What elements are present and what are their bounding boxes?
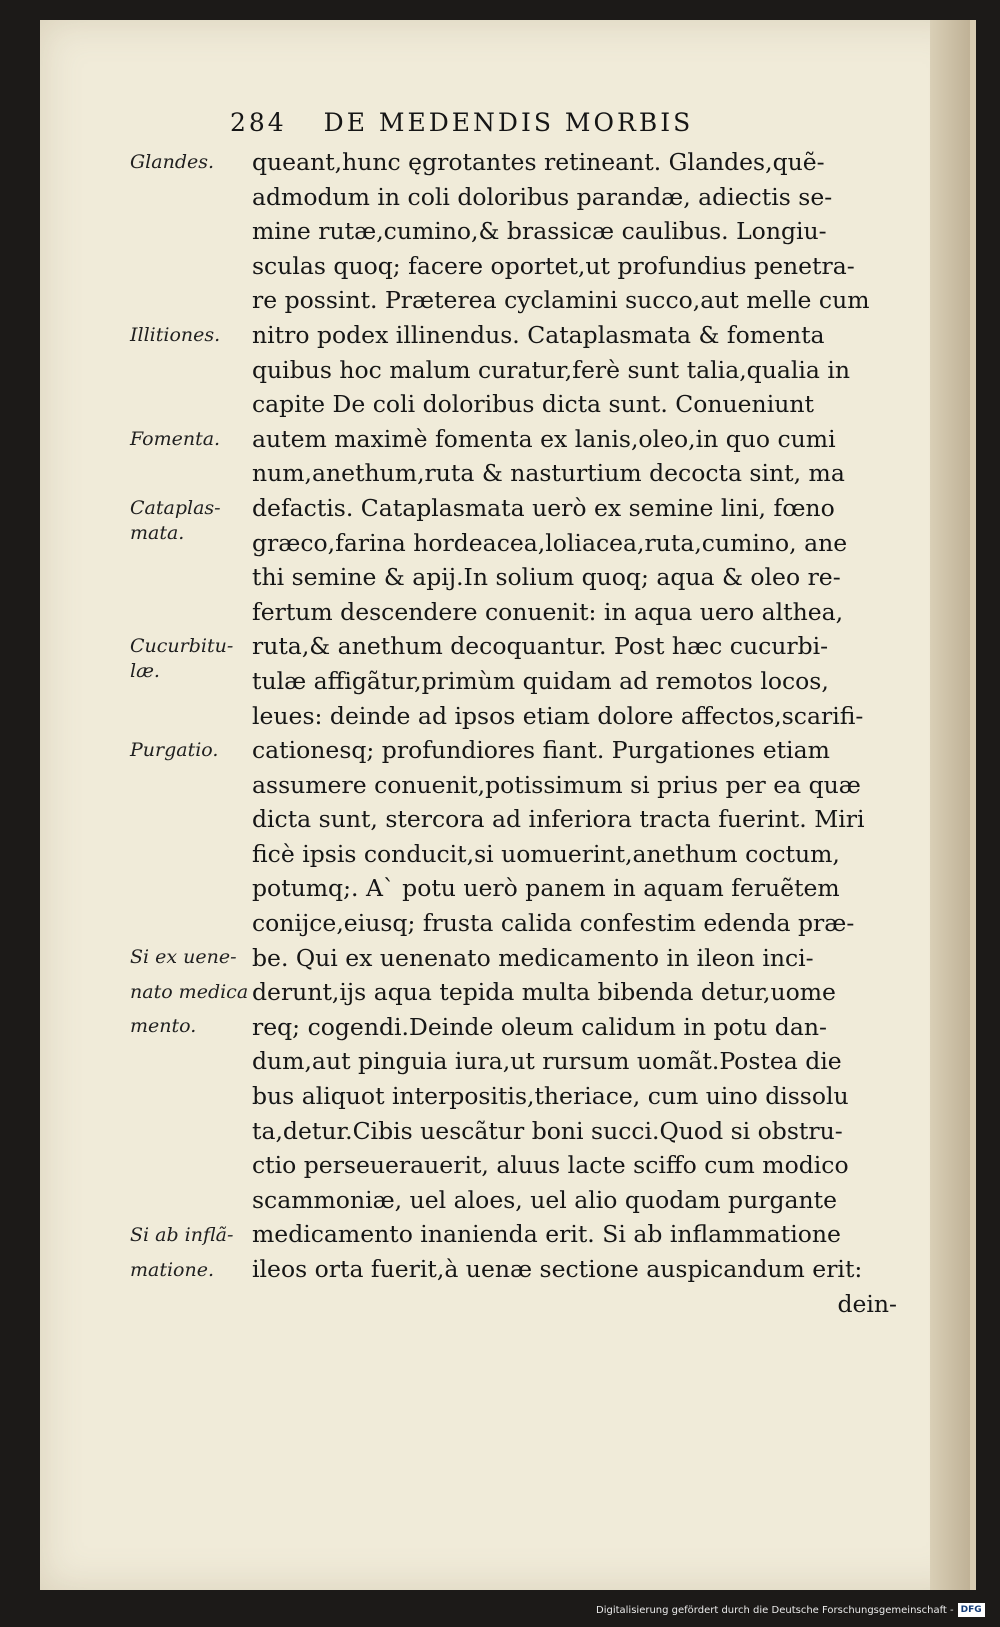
text-line: leues: deinde ad ipsos etiam dolore affectos,scarifi- xyxy=(252,701,864,730)
text-line: derunt,ijs aqua tepida multa bibenda detur,uome xyxy=(252,978,836,1007)
body-text xyxy=(252,145,897,1321)
credit-text: Digitalisierung gefördert durch die Deutsche Forschungsgemeinschaft - xyxy=(596,1605,954,1616)
text-line: cationesq; profundiores fiant. Purgationes etiam xyxy=(252,736,830,765)
dfg-logo: DFG xyxy=(958,1603,985,1617)
text-line: mine rutæ,cumino,& brassicæ caulibus. Longiu- xyxy=(252,217,827,246)
margin-note-line: mento. xyxy=(130,1015,197,1038)
margin-note-line: Illitiones. xyxy=(130,324,221,346)
text-line: admodum in coli doloribus parandæ, adiectis se- xyxy=(252,182,833,211)
text-line: sculas quoq; facere oportet,ut profundius penetra- xyxy=(252,251,855,280)
text-line: ta,detur.Cibis uescãtur boni succi.Quod si obstru- xyxy=(252,1116,843,1145)
margin-note-line: Purgatio. xyxy=(130,739,219,761)
margin-note-line: mata. xyxy=(130,521,185,544)
margin-note-line: Cataplas- xyxy=(130,497,221,519)
running-header xyxy=(230,108,693,142)
text-line: græco,farina hordeacea,loliacea,ruta,cumino, ane xyxy=(252,528,848,557)
text-line: ctio perseuerauerit, aluus lacte sciffo cum modico xyxy=(252,1151,849,1180)
text-line: re possint. Præterea cyclamini succo,aut melle cum xyxy=(252,286,870,315)
margin-note-line: Si ab inflã- xyxy=(130,1224,234,1246)
text-line: ileos orta fuerit,à uenæ sectione auspicandum erit: xyxy=(252,1255,863,1283)
margin-note-line: matione. xyxy=(130,1258,215,1281)
text-line: tulæ affigãtur,primùm quidam ad remotos locos, xyxy=(252,666,829,695)
digitization-credit xyxy=(596,1600,985,1622)
margin-note-line: Si ex uene- xyxy=(130,946,237,968)
margin-note-line: Cucurbitu- xyxy=(130,635,234,657)
text-line: scammoniæ, uel aloes, uel alio quodam purgante xyxy=(252,1185,838,1214)
margin-note-line: læ. xyxy=(130,659,160,682)
text-line: conijce,eiusq; frusta calida confestim edenda præ- xyxy=(252,909,855,938)
text-line: queant,hunc ęgrotantes retineant. Glandes,quẽ- xyxy=(252,148,825,176)
running-title: DE MEDENDIS MORBIS xyxy=(323,108,694,137)
margin-note-line: Fomenta. xyxy=(130,428,221,450)
text-line: defactis. Cataplasmata uerò ex semine lini, fœno xyxy=(252,493,835,522)
catchword: dein- xyxy=(837,1289,897,1318)
text-line: ficè ipsis conducit,si uomuerint,anethum coctum, xyxy=(252,839,840,868)
text-line: dicta sunt, stercora ad inferiora tracta fuerint. Miri xyxy=(252,805,865,834)
text-line: capite De coli doloribus dicta sunt. Conueniunt xyxy=(252,390,814,419)
text-line: potumq;. A` potu uerò panem in aquam feruẽtem xyxy=(252,874,840,903)
text-line: dum,aut pinguia iura,ut rursum uomãt.Postea die xyxy=(252,1047,842,1076)
text-line: fertum descendere conuenit: in aqua uero althea, xyxy=(252,597,844,626)
text-line: ruta,& anethum decoquantur. Post hæc cucurbi- xyxy=(252,632,829,661)
text-line: assumere conuenit,potissimum si prius per ea quæ xyxy=(252,770,861,799)
text-line: bus aliquot interpositis,theriace, cum uino dissolu xyxy=(252,1082,849,1111)
text-line: autem maximè fomenta ex lanis,oleo,in quo cumi xyxy=(252,424,836,453)
page-gutter xyxy=(930,20,970,1590)
text-line: be. Qui ex uenenato medicamento in ileon inci- xyxy=(252,943,814,972)
margin-note-line: nato medica xyxy=(130,980,249,1003)
text-line: quibus hoc malum curatur,ferè sunt talia,qualia in xyxy=(252,355,851,384)
text-line: num,anethum,ruta & nasturtium decocta sint, ma xyxy=(252,459,845,488)
text-line: thi semine & apij.In solium quoq; aqua & oleo re- xyxy=(252,563,841,592)
text-line: nitro podex illinendus. Cataplasmata & fomenta xyxy=(252,320,825,349)
page-number: 284 xyxy=(230,108,287,137)
margin-note-line: Glandes. xyxy=(130,151,215,173)
text-line: req; cogendi.Deinde oleum calidum in potu dan- xyxy=(252,1012,827,1041)
text-line: medicamento inanienda erit. Si ab inflammatione xyxy=(252,1220,841,1249)
